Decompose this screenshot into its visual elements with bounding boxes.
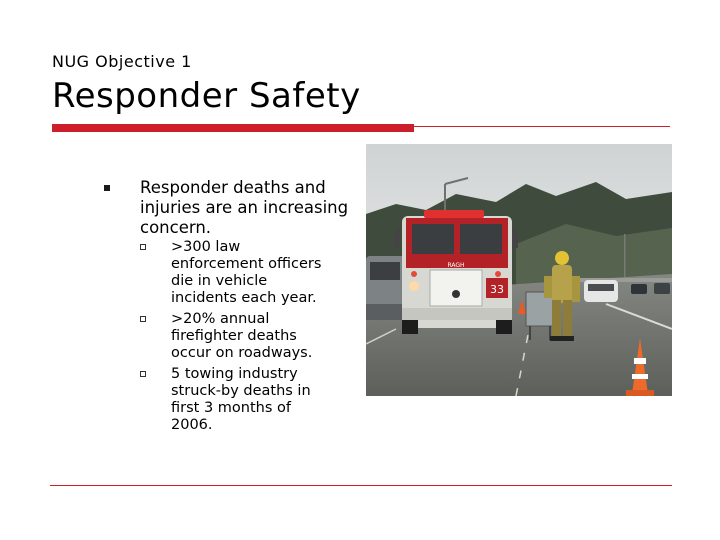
- photo-truck-name: RAGH: [447, 262, 465, 269]
- title-underline-thin: [414, 126, 670, 127]
- hollow-square-bullet-icon: [140, 316, 146, 322]
- sub-bullet-text: >20% annual firefighter deaths occur on roadways.: [171, 311, 313, 361]
- hollow-square-bullet-icon: [140, 244, 146, 250]
- slide-title: Responder Safety: [52, 76, 361, 116]
- sub-bullet-list: [140, 239, 330, 438]
- fire-truck-photo: [366, 144, 672, 396]
- main-bullet-marker: [104, 185, 110, 191]
- sub-bullet-item: [140, 311, 330, 362]
- sub-bullet-item: [140, 366, 330, 434]
- main-bullet-text: Responder deaths and injuries are an increasing concern.: [140, 178, 349, 237]
- sub-bullet-text: >300 law enforcement officers die in vehicle incidents each year.: [171, 239, 322, 306]
- slide-subtitle: NUG Objective 1: [52, 52, 192, 71]
- footer-rule: [50, 485, 672, 486]
- sub-bullet-item: [140, 239, 330, 307]
- hollow-square-bullet-icon: [140, 371, 146, 377]
- title-underline-thick: [52, 124, 414, 132]
- photo-truck-number: 33: [490, 283, 504, 296]
- sub-bullet-text: 5 towing industry struck-by deaths in first 3 months of 2006.: [171, 366, 311, 433]
